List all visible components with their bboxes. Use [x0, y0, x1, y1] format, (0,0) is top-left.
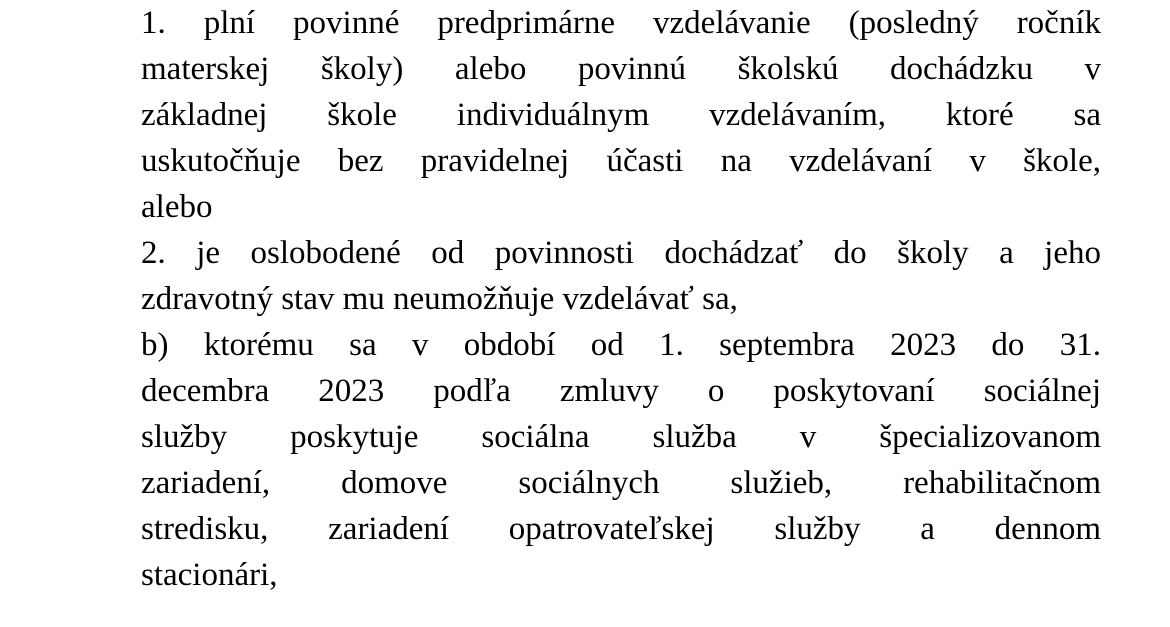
text-line: 2. je oslobodené od povinnosti dochádzať do školy a jeho: [141, 235, 1101, 271]
text-line: uskutočňuje bez pravidelnej účasti na vzdelávaní v škole,: [141, 143, 1101, 179]
text-line: stredisku, zariadení opatrovateľskej služby a dennom: [141, 511, 1101, 547]
text-line: zariadení, domove sociálnych služieb, rehabilitačnom: [141, 465, 1101, 501]
text-line: služby poskytuje sociálna služba v špecializovanom: [141, 419, 1101, 455]
text-line: zdravotný stav mu neumožňuje vzdelávať sa,: [141, 281, 738, 317]
text-line: decembra 2023 podľa zmluvy o poskytovaní sociálnej: [141, 373, 1101, 409]
text-line: stacionári,: [141, 557, 278, 593]
text-line: alebo: [141, 189, 213, 225]
text-line: základnej škole individuálnym vzdelávaním, ktoré sa: [141, 97, 1101, 133]
document-text-block: [141, 0, 1101, 598]
text-line: materskej školy) alebo povinnú školskú dochádzku v: [141, 51, 1101, 87]
text-line: b) ktorému sa v období od 1. septembra 2023 do 31.: [141, 327, 1101, 363]
text-line: 1. plní povinné predprimárne vzdelávanie (posledný ročník: [141, 5, 1101, 41]
